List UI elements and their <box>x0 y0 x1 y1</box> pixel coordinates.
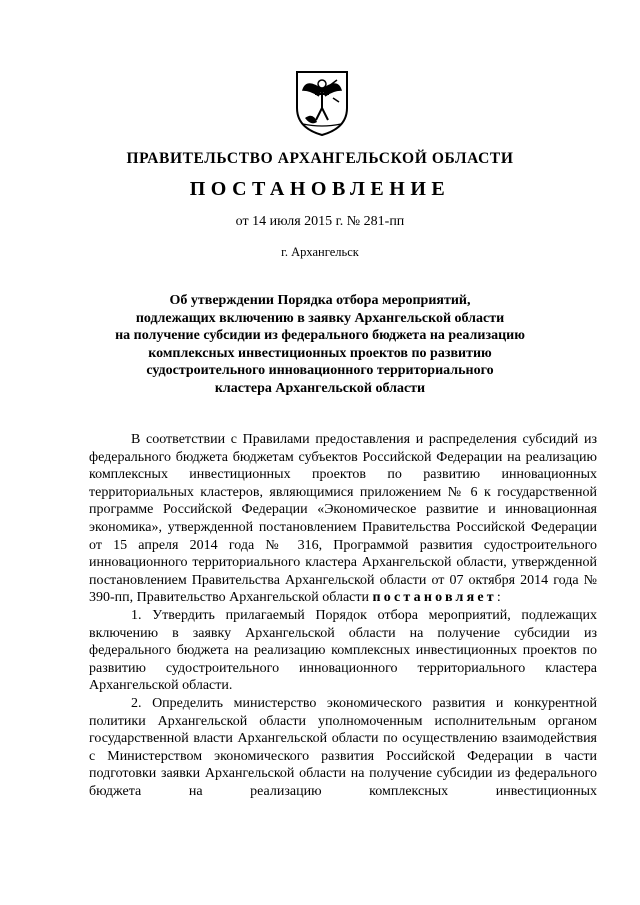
preamble-text: В соответствии с Правилами предоставления и распределения субсидий из федерального бюджета бюджетам субъектов Российской Федерации на реализацию комплексных инвестиционных проектов по развитию инновационных территориальных кластеров, являющимися приложением № 6 к государственной программе Российской Федерации «Экономическое развитие и инновационная экономика», утвержденной постановлением Правительства Российской Федерации от 15 апреля 2014 года № 316, Программой развития судостроительного инновационного территориального кластера Архангельской области, утвержденной постановлением Правительства Архангельской области от 07 октября 2014 года № 390-пп, Правительство Архангельской области <box>89 432 597 606</box>
title-line: Об утверждении Порядка отбора мероприятий, <box>169 293 471 308</box>
clause-1-paragraph: 1. Утвердить прилагаемый Порядок отбора мероприятий, подлежащих включению в заявку Архангельской области на получение субсидии из федерального бюджета на реализацию комплексных инвестиционных проектов по развитию судостроительного инновационного территориального кластера Архангельской области. <box>89 607 597 694</box>
decree-word: постановляет <box>372 590 497 606</box>
preamble-paragraph <box>89 431 597 607</box>
document-city: г. Архангельск <box>281 245 359 259</box>
title-line: комплексных инвестиционных проектов по развитию <box>148 345 492 361</box>
arkhangelsk-coat-of-arms-icon <box>293 68 351 138</box>
document-date-number: от 14 июля 2015 г. № 281-пп <box>235 214 405 229</box>
document-title <box>0 292 640 398</box>
document-type: ПОСТАНОВЛЕНИЕ <box>189 178 451 200</box>
clause-2-paragraph: 2. Определить министерство экономического развития и конкурентной политики Архангельской области уполномоченным исполнительным органом государственной власти Архангельской области по осуществлению взаимодействия с Министерством экономического развития Российской Федерации в части подготовки заявки Архангельской области на получение субсидии из федерального бюджета на реализацию комплексных инвестиционных <box>89 695 597 799</box>
organization-name: ПРАВИТЕЛЬСТВО АРХАНГЕЛЬСКОЙ ОБЛАСТИ <box>126 150 514 167</box>
decree-colon: : <box>496 590 501 606</box>
document-body <box>89 431 597 800</box>
title-line: подлежащих включению в заявку Архангельской области <box>135 310 505 326</box>
title-line: на получение субсидии из федерального бюджета на реализацию <box>115 328 525 344</box>
title-line: судостроительного инновационного территориального <box>146 363 494 379</box>
title-line: кластера Архангельской области <box>214 380 426 396</box>
